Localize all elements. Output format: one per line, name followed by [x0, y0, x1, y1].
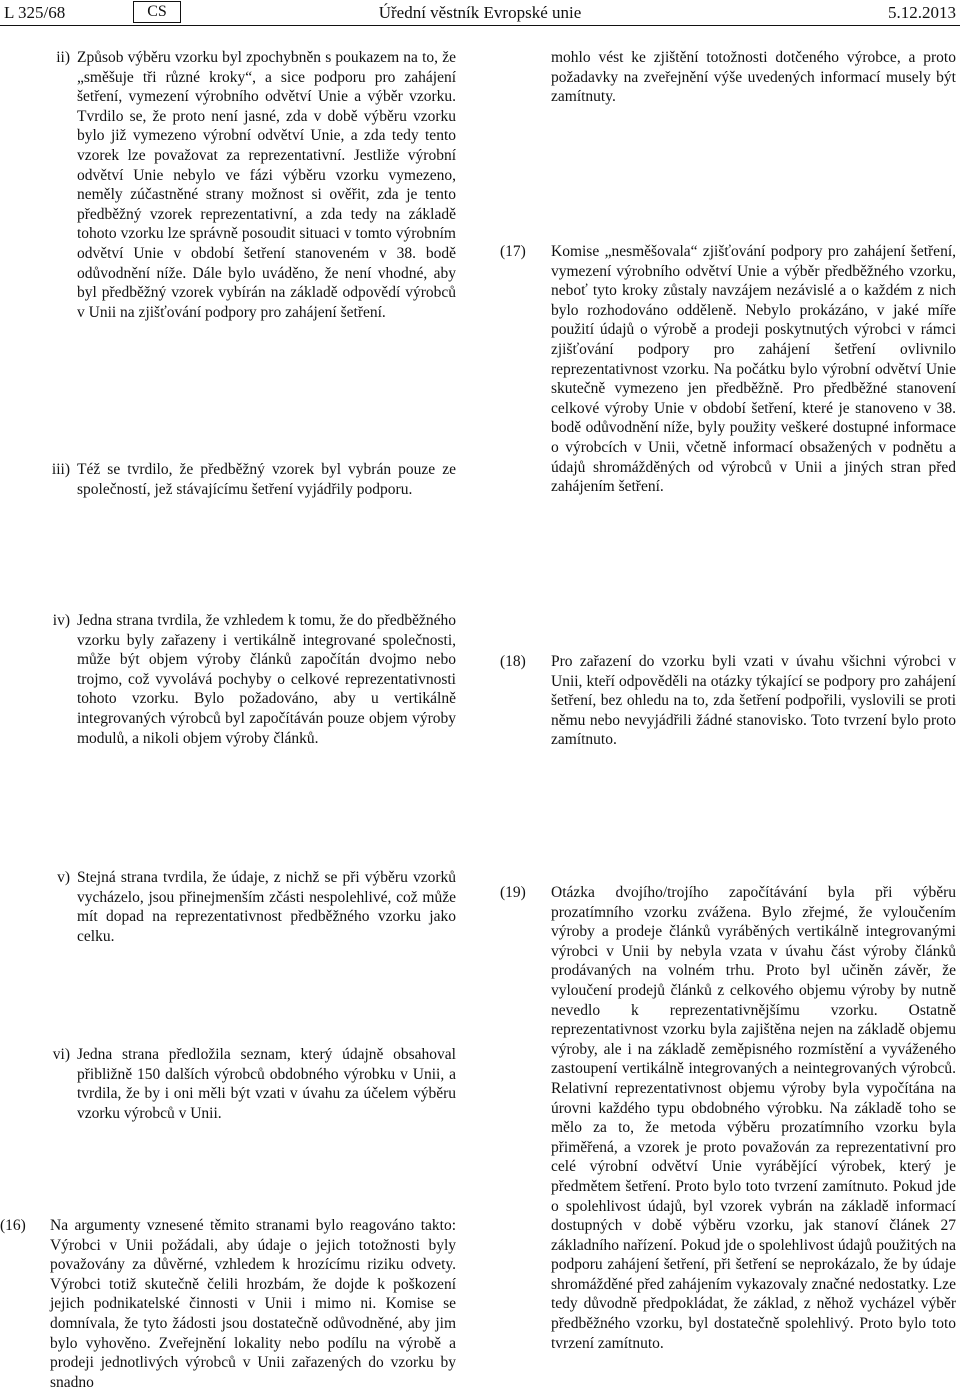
left-column	[0, 0, 456, 1397]
point-number: v)	[57, 869, 70, 886]
recital-number: (17)	[500, 243, 526, 260]
recital-number: (18)	[500, 653, 526, 670]
recital-text: Pro zařazení do vzorku byli vzati v úvahu všichni výrobci v Unii, kteří odpověděli na otázky týkající se podpory pro zahájení šetření, bez ohledu na to, zda šetření podpořili, vyslovili se proti němu nebo nevyjádřili žádné stanovisko. Toto tvrzení bylo proto zamítnuto.	[551, 653, 956, 749]
recital-text: Otázka dvojího/trojího započítávání byla při výběru prozatímního vzorku zvážena. Bylo zřejmé, že vyloučením výroby a prodeje článků vyráběných vertikálně integrovanými výrobci v Unii by nebyla vzata v úvahu část výroby článků prodávaných na volném trhu. Proto byl učiněn závěr, že vyloučení prodejů článků z celkového objemu výroby by nutně nevedlo k reprezentativnějšímu vzorku. Ostatně reprezentativnost vzorku byla zajištěna nejen na základě objemu výroby, ale i na základě zeměpisného rozmístění a vyváženého zastoupení vertikálně integrovaných a neintegrovaných výrobců. Relativní reprezentativnost objemu výroby byla vypočítána na úrovni každého typu obdobného výrobku. Na základě toho se mělo za to, že metoda výběru prozatímního vzorku byla přiměřená, a vzorek je proto považován za reprezentativní pro celé výrobní odvětví Unie vyrábějící výrobek, který je předmětem šetření. Proto bylo toto tvrzení zamítnuto. Pokud jde o spolehlivost údajů, byl vzorek vybrán na základě informací dostupných v době výběru vzorku, jak stanoví článek 27 základního nařízení. Pokud jde o spolehlivost údajů použitých na podporu zahájení šetření, při šetření se neprokázalo, že by údaje shromážděné před zahájením vykazovaly značné nedostatky. Lze tedy důvodně předpokládat, že základ, z něhož vycházel výběr předběžného vzorku, byl dostatečně spolehlivý. Proto bylo toto tvrzení zamítnuto.	[551, 884, 956, 1352]
page-number: L 325/68	[4, 3, 66, 22]
right-column	[500, 0, 956, 1397]
point-text: Jedna strana předložila seznam, který údajně obsahoval přibližně 150 dalších výrobců obdobného výrobku v Unii, a tvrdila, že by i oni měli být vzati v úvahu za účelem výběru vzorku výrobců v Unii.	[77, 1046, 456, 1122]
recital-number: (19)	[500, 884, 526, 901]
recital-number: (16)	[0, 1217, 26, 1234]
recital-text: Komise „nesměšovala“ zjišťování podpory pro zahájení šetření, vymezení výrobního odvětví Unie a výběr předběžného vzorku, neboť tyto kroky zůstaly navzájem nezávislé a o každém z nich bylo rozhodováno odděleně. Nebylo prokázáno, v jaké míře použití údajů o výrobě a prodeji poskytnutých výrobci v rámci zjišťování podpory pro zahájení šetření ovlivnilo reprezentativnost vzorku. Na počátku bylo výrobní odvětví Unie skutečně vymezeno jen předběžně. Pro předběžné stanovení celkové výroby Unie v období šetření, které je stanoveno v 38. bodě odůvodnění níže, byly použity veškeré dostupné informace o výrobcích v Unii, včetně informací obsažených v podnětu a údajů shromážděných od výrobců v Unii a jiných stran před zahájením šetření.	[551, 243, 956, 496]
issue-date: 5.12.2013	[888, 3, 956, 22]
point-text: Stejná strana tvrdila, že údaje, z nichž se při výběru vzorků vycházelo, jsou přinejmenším zčásti nespolehlivé, což může mít dopad na reprezentativnost předběžného vzorku jako celku.	[77, 869, 456, 945]
point-number: vi)	[52, 1046, 70, 1063]
recital-text: mohlo vést ke zjištění totožnosti dotčeného výrobce, a proto požadavky na zveřejnění výše uvedených informací musely být zamítnuty.	[551, 49, 956, 106]
point-number: iii)	[51, 461, 70, 478]
point-text: Způsob výběru vzorku byl zpochybněn s poukazem na to, že „směšuje tři různé kroky“, a sice podporu pro zahájení šetření, vymezení výrobního odvětví Unie a výběr vzorku. Tvrdilo se, že proto není jasné, zda v době výběru vzorku bylo již vymezeno výrobní odvětví Unie, a zda tedy tento vzorek lze považovat za reprezentativní. Jestliže výrobní odvětví Unie nebylo ve fázi výběru vzorku vymezeno, neměly zúčastněné strany možnost si ověřit, zda je tento předběžný vzorek reprezentativní, a zda tedy na základě tohoto vzorku lze správně posoudit situaci v tomto výrobním odvětví Unie v období šetření stanoveném v 38. bodě odůvodnění níže. Dále bylo uváděno, že není vhodné, aby byl předběžný vzorek vybírán na základě odpovědí výrobců v Unii na zjišťování podpory pro zahájení šetření.	[77, 49, 456, 321]
point-text: Též se tvrdilo, že předběžný vzorek byl vybrán pouze ze společností, jež stávajícímu šetření vyjádřily podporu.	[77, 461, 456, 498]
point-number: ii)	[56, 49, 70, 66]
recital-text: Na argumenty vznesené těmito stranami bylo reagováno takto: Výrobci v Unii požádali, aby údaje o jejich totožnosti byly považovány za důvěrné, vzhledem k hrozícímu riziku odvety. Výrobci totiž skutečně čelili hrozbám, že dojde k poškození jejich podnikatelské činnosti v Unii i mimo ni. Komise se domnívala, že tyto žádosti jsou dostatečně odůvodněné, aby jim bylo vyhověno. Zveřejnění lokality nebo podílu na výrobě a prodeji jednotlivých výrobců v Unii zařazených do vzorku by snadno	[50, 1217, 456, 1391]
point-number: iv)	[52, 612, 70, 629]
language-code-box: CS	[133, 1, 181, 23]
point-text: Jedna strana tvrdila, že vzhledem k tomu, že do předběžného vzorku byly zařazeny i vertikálně integrované společnosti, může být objem výroby článků započítán dvojmo nebo trojmo, což vyvolává pochyby o celkové reprezentativnosti tohoto vzorku. Bylo požadováno, aby u vertikálně integrovaných výrobců byl započítáván pouze objem výroby modulů, a nikoli objem výroby článků.	[77, 612, 456, 747]
journal-title: Úřední věstník Evropské unie	[378, 3, 582, 22]
